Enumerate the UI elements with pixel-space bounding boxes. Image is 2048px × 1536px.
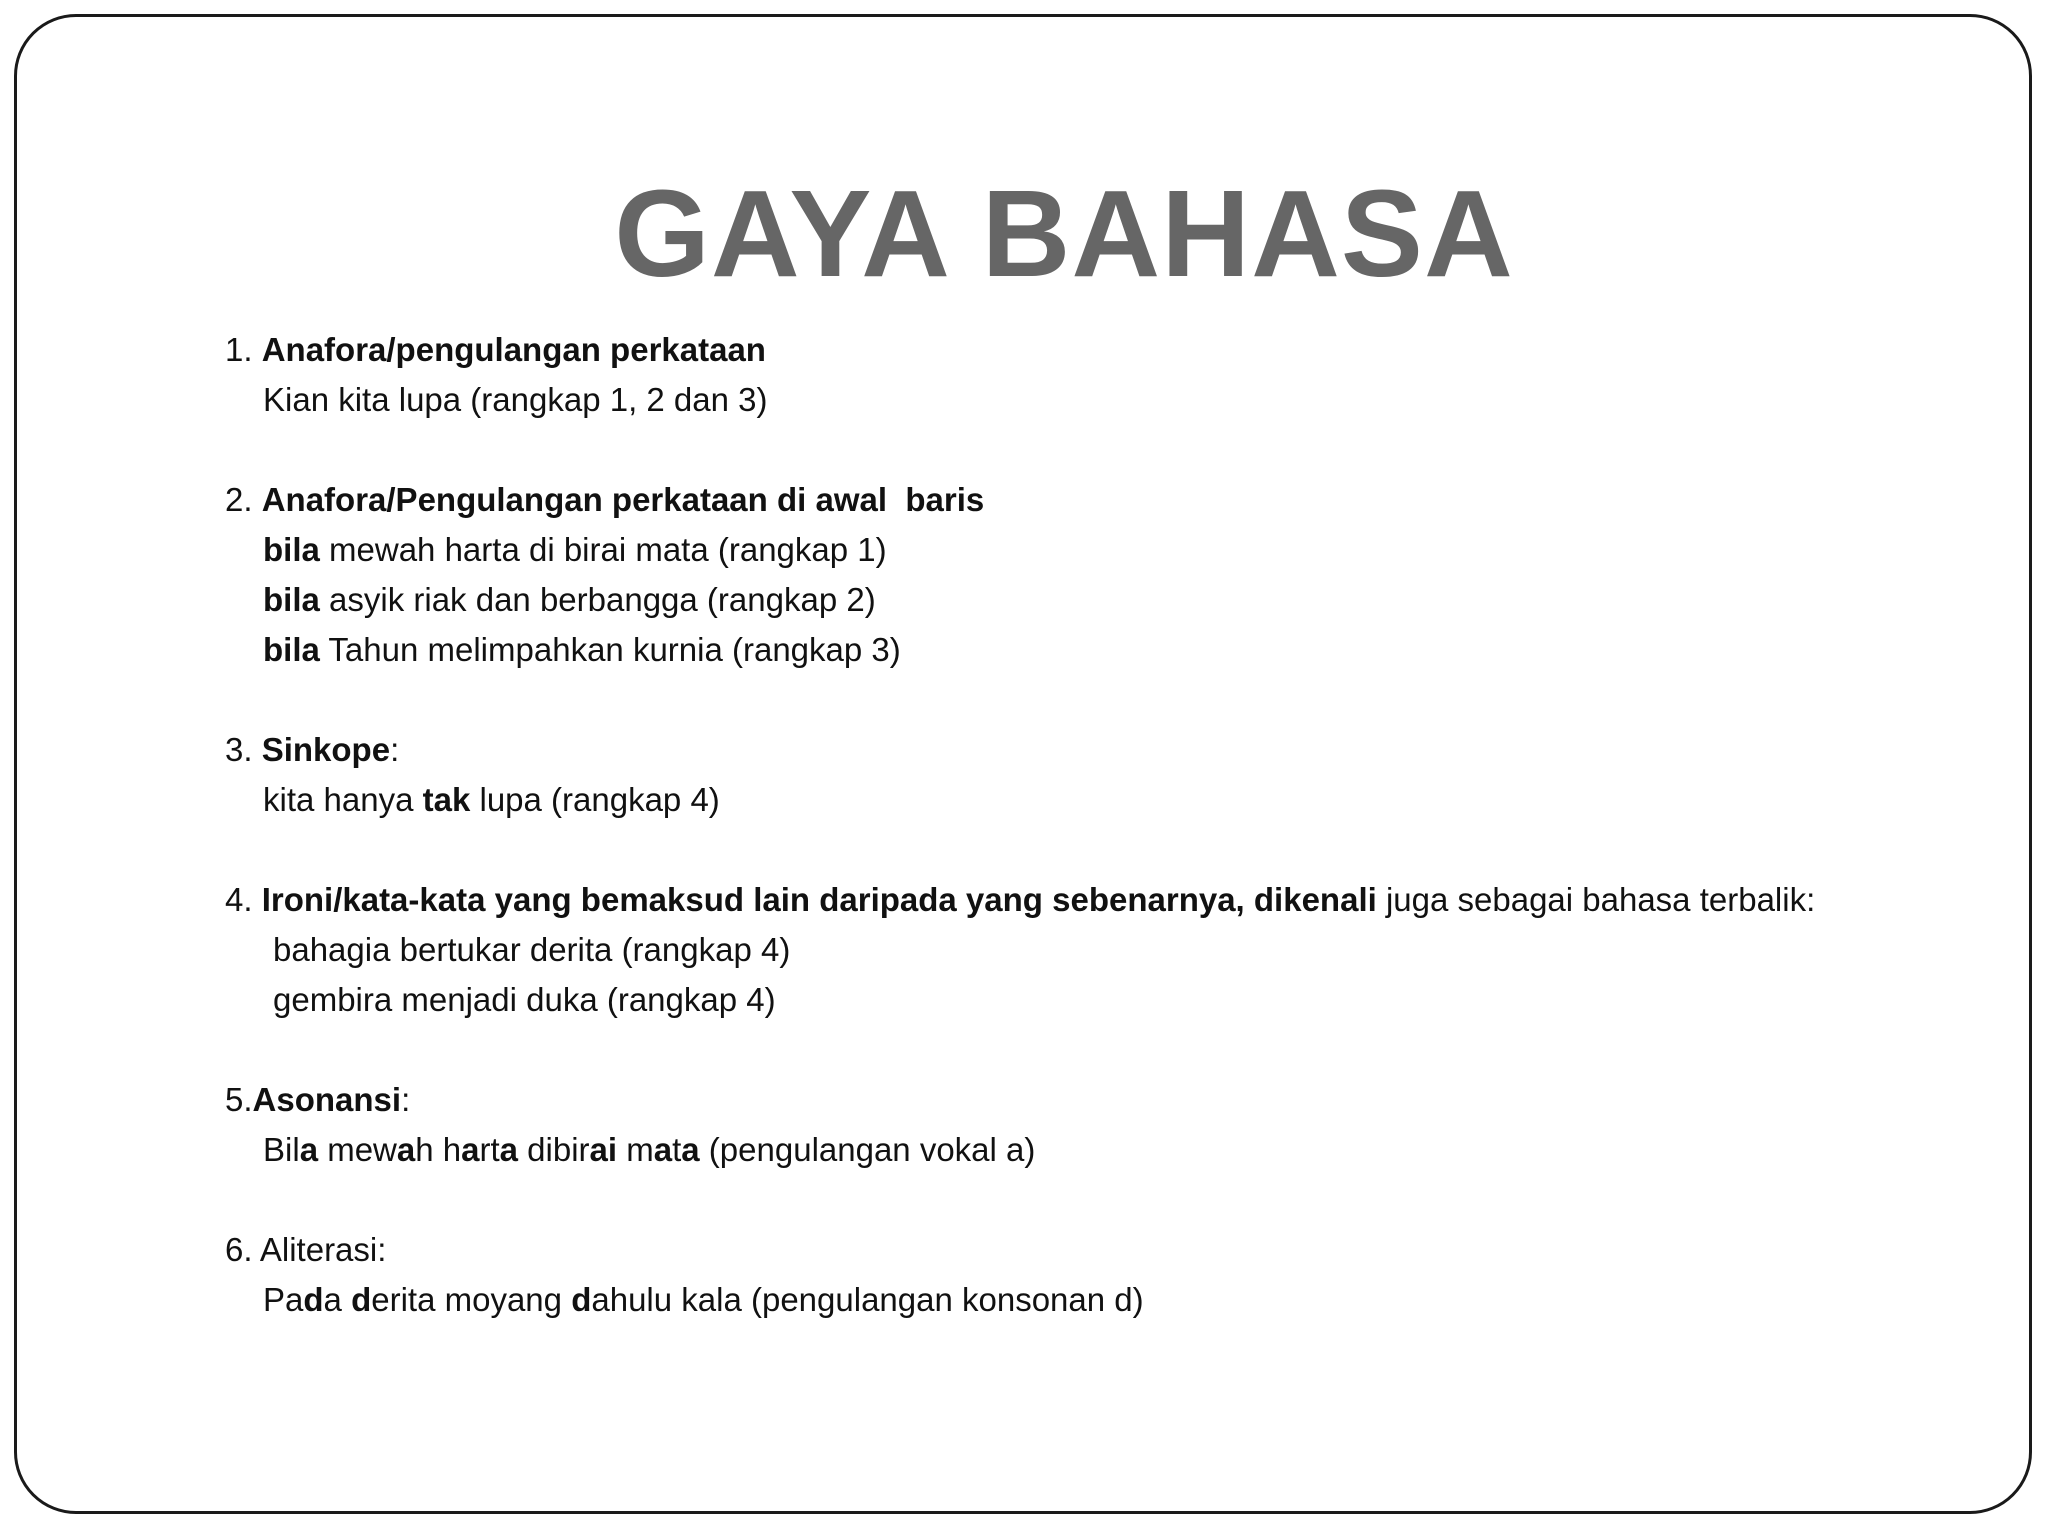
item-2-example-1: bila mewah harta di birai mata (rangkap 1)	[263, 531, 887, 568]
spacer	[225, 825, 2005, 875]
item-1-heading: 1. Anafora/pengulangan perkataan	[225, 331, 766, 368]
item-5-heading: 5.Asonansi:	[225, 1081, 411, 1118]
item-1-example: Kian kita lupa (rangkap 1, 2 dan 3)	[263, 381, 768, 418]
item-2-example-2: bila asyik riak dan berbangga (rangkap 2)	[263, 581, 876, 618]
spacer	[225, 675, 2005, 725]
slide-title: GAYA BAHASA	[614, 166, 1514, 303]
item-3-heading: 3. Sinkope:	[225, 731, 400, 768]
item-6-example: Pada derita moyang dahulu kala (pengulangan konsonan d)	[263, 1281, 1144, 1318]
slide-content	[225, 325, 2005, 1325]
spacer	[225, 425, 2005, 475]
item-4-heading: 4. Ironi/kata-kata yang bemaksud lain daripada yang sebenarnya, dikenali juga sebagai bahasa terbalik:	[225, 881, 1816, 918]
item-2-heading: 2. Anafora/Pengulangan perkataan di awal baris	[225, 481, 985, 518]
item-2-example-3: bila Tahun melimpahkan kurnia (rangkap 3)	[263, 631, 901, 668]
item-3-example: kita hanya tak lupa (rangkap 4)	[263, 781, 720, 818]
item-4-example-1: bahagia bertukar derita (rangkap 4)	[273, 931, 791, 968]
item-5-example: Bila mewah harta dibirai mata (pengulangan vokal a)	[263, 1131, 1036, 1168]
item-6-heading: 6. Aliterasi:	[225, 1231, 387, 1268]
spacer	[225, 1025, 2005, 1075]
spacer	[225, 1175, 2005, 1225]
item-4-example-2: gembira menjadi duka (rangkap 4)	[273, 981, 776, 1018]
